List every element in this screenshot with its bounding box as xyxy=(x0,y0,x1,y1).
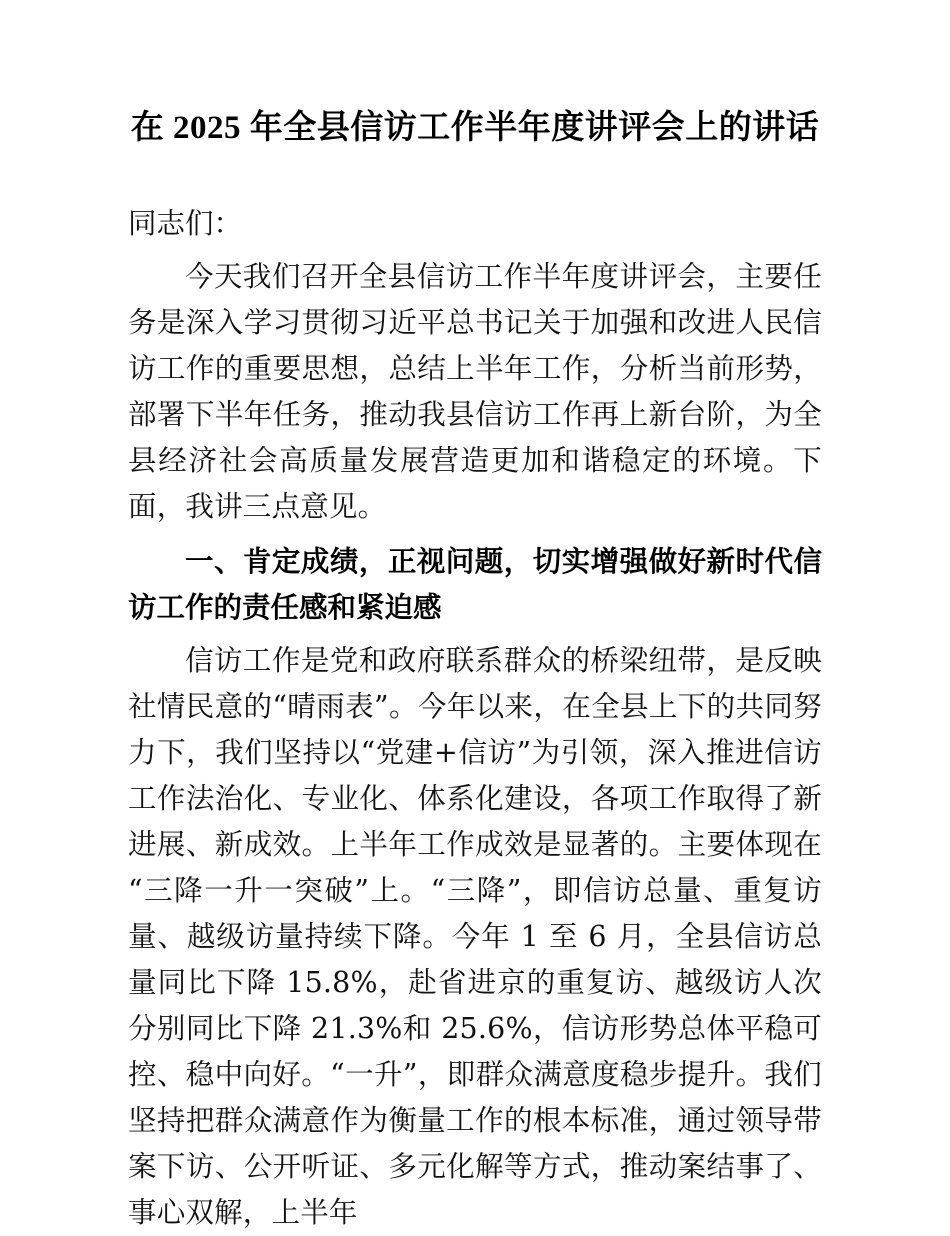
page-title: 在 2025 年全县信访工作半年度讲评会上的讲话 xyxy=(130,110,820,146)
heading-spacer xyxy=(128,530,822,539)
paragraph-spacer-2 xyxy=(128,631,822,638)
section-heading-one: 一、肯定成绩，正视问题，切实增强做好新时代信访工作的责任感和紧迫感 xyxy=(128,546,822,624)
title-spacer xyxy=(128,151,822,201)
paragraph-opening: 今天我们召开全县信访工作半年度讲评会，主要任务是深入学习贯彻习近平总书记关于加强和改进人民信访工作的重要思想，总结上半年工作，分析当前形势，部署下半年任务，推动我县信访工作再上新台阶，为全县经济社会高质量发展营造更加和谐稳定的环境。下面，我讲三点意见。 xyxy=(128,260,822,523)
paragraph-spacer-1 xyxy=(128,247,822,254)
page-content-area xyxy=(128,0,822,1236)
paragraph-section-one-body: 信访工作是党和政府联系群众的桥梁纽带，是反映社情民意的“晴雨表”。今年以来，在全县上下的共同努力下，我们坚持以“党建+信访”为引领，深入推进信访工作法治化、专业化、体系化建设，各项工作取得了新进展、新成效。上半年工作成效是显著的。主要体现在“三降一升一突破”上。“三降”，即信访总量、重复访量、越级访量持续下降。今年 1 至 6 月，全县信访总量同比下降 15.8%，赴省进京的重复访、越级访人次分别同比下降 21.3%和 25.6%，信访形势总体平稳可控、稳中向好。“一升”，即群众满意度稳步提升。我们坚持把群众满意作为衡量工作的根本标准，通过领导带案下访、公开听证、多元化解等方式，推动案结事了、事心双解，上半年 xyxy=(128,644,822,1229)
salutation: 同志们： xyxy=(128,207,243,240)
